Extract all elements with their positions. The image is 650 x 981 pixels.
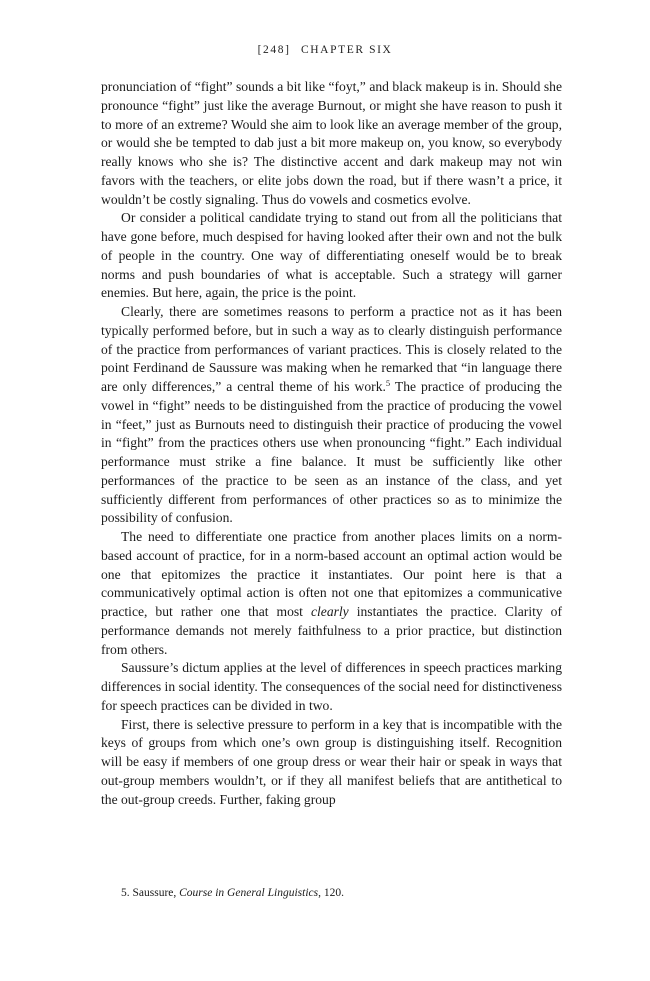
- paragraph-2: Or consider a political candidate trying to stand out from all the politicians that have gone before, much despised for having looked after their own and not the bulk of people in the country. One way of differentiating oneself would be to break norms and push boundaries of what is acceptable. Such a strategy will garner enemies. But here, again, the price is the point.: [101, 210, 562, 301]
- chapter-title: CHAPTER SIX: [301, 44, 393, 56]
- paragraph-6: First, there is selective pressure to perform in a key that is incompatible with the keys of groups from which one’s own group is distinguishing itself. Recognition will be easy if members of one group dress or wear their hair or speak in ways that out-group members wouldn’t, or if they all manifest beliefs that are antithetical to the out-group creeds. Further, faking group: [101, 716, 562, 807]
- footnote-page: , 120.: [318, 887, 344, 899]
- paragraph-3-text-b: The practice of producing the vowel in “fight” needs to be distinguished from the practice of producing the vowel in “feet,” just as Burnouts need to distinguish their practice of producing the vowel in “fight” from the practices others use when pronouncing “fight.” Each individual performance must strike a fine balance. It must be sufficiently like other performances of the practice to be seen as an instance of the class, and yet sufficiently different from performances of other practices so as to minimize the possibility of confusion.: [101, 379, 562, 526]
- emphasis-word: clearly: [310, 604, 349, 619]
- footnote: [121, 886, 562, 901]
- footnote-number: 5.: [121, 887, 130, 899]
- paragraph-5: Saussure’s dictum applies at the level of differences in speech practices marking differences in social identity. The consequences of the social need for distinctiveness for speech practices can be divided in two.: [101, 660, 562, 713]
- paragraph-1: pronunciation of “fight” sounds a bit like “foyt,” and black makeup is in. Should she pronounce “fight” just like the average Burnout, or might she have reason to push it to more of an extreme? Would she aim to look like an average member of the group, or would she be tempted to dab just a bit more makeup on, you know, so everybody really knows who she is? The distinctive accent and dark makeup may not win favors with the teachers, or elite jobs down the road, but if there wasn’t a price, it wouldn’t be costly signaling. Thus do vowels and cosmetics evolve.: [101, 79, 562, 207]
- body-text: [101, 78, 562, 809]
- page-number: [248]: [257, 44, 291, 56]
- running-head: [0, 44, 650, 56]
- paragraph-3: [101, 303, 562, 528]
- paragraph-4-text-b: instantiates the practice. Clarity of performance demands not merely faithfulness to a prior practice, but distinction from others.: [101, 604, 562, 657]
- footnote-book-title: Course in General Linguistics: [179, 887, 319, 899]
- paragraph-3-text-a: Clearly, there are sometimes reasons to perform a practice not as it has been typically performed before, but in such a way as to clearly distinguish performance of the practice from performances of variant practices. This is closely related to the point Ferdinand de Saussure was making when he remarked that “in language there are only differences,” a central theme of his work.: [101, 304, 562, 394]
- paragraph-4-text-a: The need to differentiate one practice from another places limits on a norm-based account of practice, for in a norm-based account an optimal action would be one that epitomizes the practice it instantiates. Our point here is that a communicatively optimal action is often not one that epitomizes a communicative practice, but rather one that most: [101, 529, 562, 619]
- paragraph-4: [101, 528, 562, 659]
- footnote-author: Saussure,: [132, 887, 177, 899]
- footnote-reference: 5: [385, 378, 391, 388]
